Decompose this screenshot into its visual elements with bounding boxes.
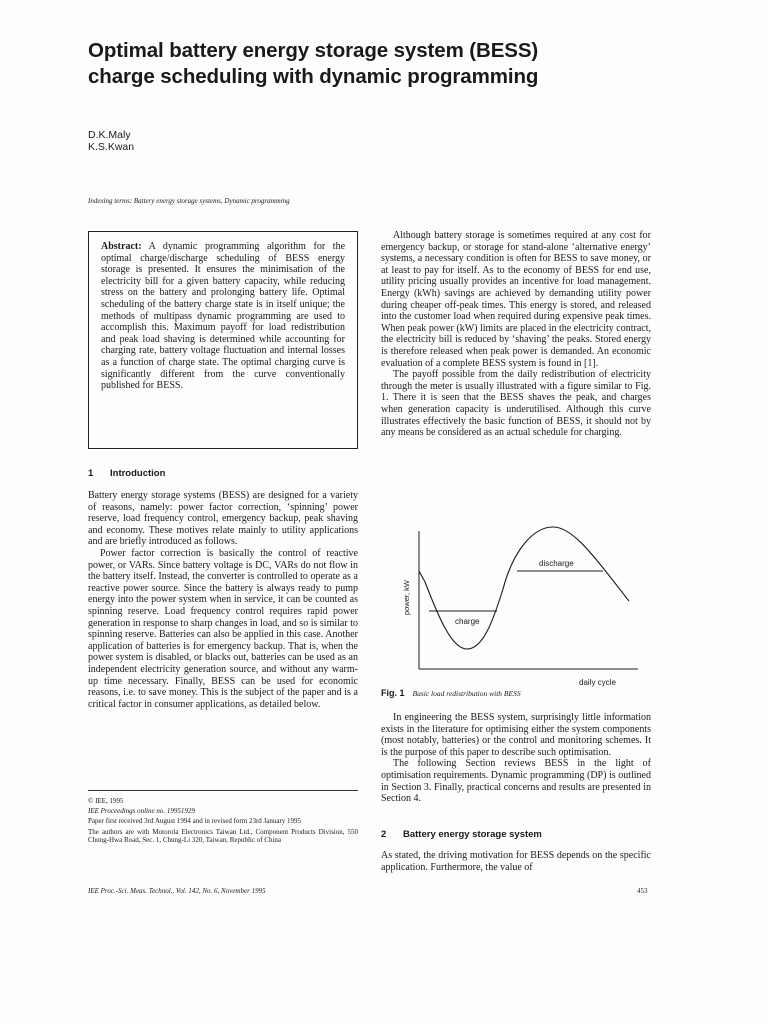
figure-1-caption xyxy=(381,688,521,698)
author-1: D.K.Maly xyxy=(88,129,131,141)
right-paragraph-3: In engineering the BESS system, surprisingly little information exists in the literature for optimising either the system components (most notably, batteries) or the control and monitoring schemes. It is the purpose of this paper to describe such optimisation. xyxy=(381,712,651,758)
section-2-body xyxy=(381,850,651,873)
page-number: 453 xyxy=(637,887,648,895)
author-list xyxy=(88,129,134,153)
section-1-number: 1 xyxy=(88,468,94,479)
right-column-intro xyxy=(381,230,651,439)
right-paragraph-1: Although battery storage is sometimes required at any cost for emergency backup, or storage for stand-alone ‘alternative energy’ systems, a necessary condition is often for BESS to save money, or at least to pay for itself. As to the economy of BESS for end use, utility pricing usually provides an incentive for load management. Energy (kWh) savings are achieved by demanding utility power during cheaper off-peak times. This energy is stored, and released into the customer load when required during expensive peak times. When peak power (kW) limits are placed in the electricity contract, the electricity bill is reduced by ‘shaving’ the peaks. Stored energy is therefore released when peak power is demanded. An economic evaluation of a complete BESS system is found in [1]. xyxy=(381,230,651,369)
figure-1-curve-start xyxy=(419,571,425,582)
section-1-title: Introduction xyxy=(110,468,166,479)
footnote-received: Paper first received 3rd August 1994 and in revised form 23rd January 1995 xyxy=(88,817,302,826)
footnote-affiliation: The authors are with Motorola Electronics Taiwan Ltd., Component Products Division, 550 Chung-Hwa Road, Sec. 1, Chung-Li 320, Taiwan, Republic of China xyxy=(88,827,358,844)
figure-1-caption-text: Basic load redistribution with BESS xyxy=(412,689,521,698)
footnote-online: IEE Proceedings online no. 19951929 xyxy=(88,807,195,816)
author-2: K.S.Kwan xyxy=(88,141,135,153)
footnote-divider xyxy=(88,790,358,791)
figure-1-chart xyxy=(393,521,651,689)
figure-1-charge-label: charge xyxy=(455,617,480,626)
abstract-label: Abstract: xyxy=(101,241,142,252)
footnotes xyxy=(88,797,358,846)
title-line-1: Optimal battery energy storage system (BESS) xyxy=(88,39,539,62)
figure-1-load-curve xyxy=(425,527,629,649)
section-2-title: Battery energy storage system xyxy=(403,829,542,840)
figure-1-y-label: power, kW xyxy=(402,579,411,615)
section-2-heading xyxy=(381,829,542,840)
section-1-paragraph-2: Power factor correction is basically the control of reactive power, or VARs. Since battery voltage is DC, VARs do not flow in the battery itself. Instead, the converter is controlled to operate as a reactive power source. Since the battery is always ready to pump energy into the power system when in service, it can be counted as spinning reserve. Load frequency control requires rapid power generation in response to sharp changes in load, and so is similar to spinning reserve. Batteries can also be applied in this case. Another application of batteries is for emergency backup. That is, when the power system is disabled, or blacks out, batteries can be used as an independent electricity generation source, and without any warm-up time necessary. Finally, BESS can be used for economic reasons, i.e. to save money. This is the subject of the paper and is a critical factor in consumer applications, as detailed below. xyxy=(88,547,358,710)
running-footer: IEE Proc.-Sci. Meas. Technol., Vol. 142, No. 6, November 1995 xyxy=(88,887,266,895)
figure-1-x-label: daily cycle xyxy=(579,678,616,687)
title-line-2: charge scheduling with dynamic programming xyxy=(88,65,539,88)
paper-title xyxy=(88,38,728,90)
section-1-paragraph-1: Battery energy storage systems (BESS) are designed for a variety of reasons, namely: power factor correction, ‘spinning’ power reserve, load frequency control, emergency backup, peak shaving and economy. These motives relate mainly to utility applications and are briefly introduced as follows. xyxy=(88,490,358,548)
right-column-continued xyxy=(381,712,651,805)
section-1-body xyxy=(88,490,358,710)
abstract-text: A dynamic programming algorithm for the optimal charge/discharge scheduling of BESS energy storage is presented. It ensures the minimisation of the electricity bill for a given battery capacity, while reducing stress on the battery and prolonging battery life. Optimal scheduling of the battery charge state is in itself unique; the methods of multipass dynamic programming are used to accomplish this. Maximum payoff for load redistribution and peak load shaving is determined while accounting for charging rate, battery voltage fluctuation and internal losses as a function of charge state. The optimal charging curve is significantly different from the curve conventionally published for BESS. xyxy=(101,241,346,392)
abstract-box xyxy=(88,231,358,449)
section-2-paragraph-1: As stated, the driving motivation for BESS depends on the specific application. Furthermore, the value of xyxy=(381,850,651,873)
section-1-heading xyxy=(88,468,165,479)
indexing-terms: Indexing terms: Battery energy storage systems, Dynamic programming xyxy=(88,197,290,205)
right-paragraph-4: The following Section reviews BESS in the light of optimisation requirements. Dynamic programming (DP) is outlined in Section 3. Finally, practical concerns and results are presented in Section 4. xyxy=(381,758,651,805)
right-paragraph-2: The payoff possible from the daily redistribution of electricity through the meter is usually illustrated with a figure similar to Fig. 1. There it is seen that the BESS shaves the peak, and charges when generation capacity is underutilised. Although this curve illustrates effectively the basic function of BESS, it should not by any means be considered as an actual schedule for charging. xyxy=(381,369,651,439)
figure-1-label: Fig. 1 xyxy=(381,688,405,698)
footnote-copyright: © IEE, 1995 xyxy=(88,797,124,805)
figure-1-discharge-label: discharge xyxy=(539,559,574,568)
section-2-number: 2 xyxy=(381,829,387,840)
